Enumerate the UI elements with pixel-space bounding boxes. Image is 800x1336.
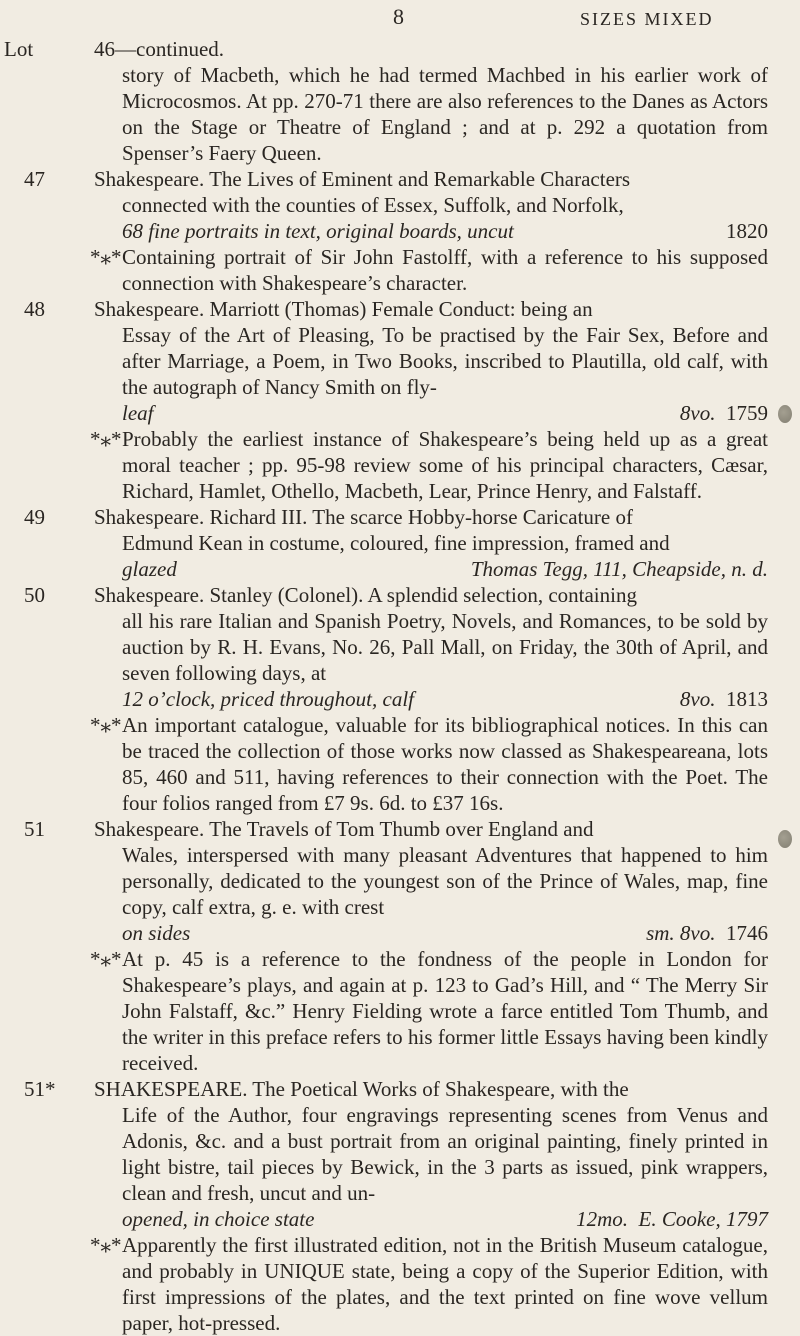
lot-format: sm. 8vo. — [646, 921, 716, 945]
lot-entry — [0, 166, 800, 296]
lot-number: 47 — [24, 167, 45, 191]
lot-detail-row — [0, 218, 800, 244]
asterism-icon: *⁎* — [90, 245, 122, 269]
lot-number: 48 — [24, 297, 45, 321]
paper-blemish — [778, 405, 792, 423]
lot-text: Wales, interspersed with many pleasant Adventures that happened to him personally, dedicated to the youngest son of the Prince of Wales, map, fine copy, calf extra, g. e. with crest — [122, 843, 768, 919]
lot-text: all his rare Italian and Spanish Poetry, Novels, and Romances, to be sold by auction by R. H. Evans, No. 26, Pall Mall, on Friday, the 30th of April, and seven following days, at — [122, 609, 768, 685]
lot-46-continued — [0, 36, 800, 166]
paper-blemish — [778, 830, 792, 848]
asterism-icon: *⁎* — [90, 427, 122, 451]
lot-detail: on sides — [122, 921, 191, 945]
lot-detail-row — [0, 400, 800, 426]
lot-title: Shakespeare. The Travels of Tom Thumb over England and — [94, 817, 594, 841]
lot-text: connected with the counties of Essex, Suffolk, and Norfolk, — [122, 193, 624, 217]
lot-note-text: Containing portrait of Sir John Fastolff, with a reference to his supposed connection with Shakespeare’s character. — [122, 245, 768, 295]
lot-title: Shakespeare. Marriott (Thomas) Female Conduct: being an — [94, 297, 593, 321]
lot-note — [0, 244, 800, 296]
lot-detail-row — [0, 686, 800, 712]
lot-note-text: Probably the earliest instance of Shakespeare’s being held up as a great moral teacher ; pp. 95-98 review some of his principal characters, Cæsar, Richard, Hamlet, Othello, Macbeth, Lear, Prince Henry, and Falstaff. — [122, 427, 768, 503]
lot-note — [0, 712, 800, 816]
lot-date: 1820 — [726, 219, 768, 243]
lot-imprint: E. Cooke, 1797 — [638, 1207, 768, 1231]
lot-detail: opened, in choice state — [122, 1207, 315, 1231]
lot-detail: leaf — [122, 401, 154, 425]
lot-detail-row — [0, 556, 800, 582]
lot-number: 50 — [24, 583, 45, 607]
lot-detail: 68 fine portraits in text, original boards, uncut — [122, 219, 514, 243]
page-header — [0, 4, 800, 34]
lot-label: Lot — [4, 37, 34, 61]
page-number: 8 — [393, 4, 404, 29]
lot-detail-row — [0, 1206, 800, 1232]
asterism-icon: *⁎* — [90, 947, 122, 971]
asterism-icon: *⁎* — [90, 713, 122, 737]
lot-text: Essay of the Art of Pleasing, To be practised by the Fair Sex, Before and after Marriage, a Poem, in Two Books, inscribed to Plautilla, old calf, with the autograph of Nancy Smith on fly- — [122, 323, 768, 399]
continued-label: 46—continued. — [94, 37, 225, 61]
lot-title: Shakespeare. The Lives of Eminent and Remarkable Characters — [94, 167, 631, 191]
running-title: SIZES MIXED — [580, 9, 714, 29]
lot-entry — [0, 816, 800, 1076]
lot-note-text: An important catalogue, valuable for its bibliographical notices. In this can be traced the collection of those works now classed as Shakespeareana, lots 85, 460 and 511, having references to their connection with the Poet. The four folios ranged from £7 9s. 6d. to £37 16s. — [122, 713, 768, 815]
lot-entry — [0, 504, 800, 582]
lot-imprint: Thomas Tegg, 111, Cheapside, n. d. — [470, 557, 768, 581]
lot-note — [0, 426, 800, 504]
lot-entry — [0, 1076, 800, 1336]
asterism-icon: *⁎* — [90, 1233, 122, 1257]
lot-format-date — [646, 920, 768, 946]
lot-date: 1759 — [726, 401, 768, 425]
lot-format: 8vo. — [679, 401, 716, 425]
lot-note-text: At p. 45 is a reference to the fondness of the people in London for Shakespeare’s plays, and again at p. 123 to Gad’s Hill, and “ The Merry Sir John Falstaff, &c.” Henry Fielding wrote a farce entitled Tom Thumb, and the writer in this preface refers to his former little Essays having been kindly received. — [122, 947, 768, 1075]
lot-title: Shakespeare. Stanley (Colonel). A splendid selection, containing — [94, 583, 637, 607]
lot-number: 51 — [24, 817, 45, 841]
lot-note — [0, 1232, 800, 1336]
lot-date: 1746 — [726, 921, 768, 945]
lot-format: 12mo. — [576, 1207, 629, 1231]
lot-format-date — [680, 400, 768, 426]
lot-detail: 12 o’clock, priced throughout, calf — [122, 687, 414, 711]
lot-format-date — [576, 1206, 768, 1232]
lot-title: SHAKESPEARE. The Poetical Works of Shakespeare, with the — [94, 1077, 629, 1101]
lot-entry — [0, 296, 800, 504]
lot-text: Edmund Kean in costume, coloured, fine impression, framed and — [122, 531, 670, 555]
lot-text: Life of the Author, four engravings representing scenes from Venus and Adonis, &c. and a bust portrait from an original painting, finely printed in light bistre, tail pieces by Bewick, in the 3 parts as issued, pink wrappers, clean and fresh, uncut and un- — [122, 1103, 768, 1205]
lot-note-text: Apparently the first illustrated edition, not in the British Museum catalogue, and probably in UNIQUE state, being a copy of the Superior Edition, with first impressions of the plates, and the text printed on fine wove vellum paper, hot-pressed. — [122, 1233, 768, 1335]
lot-detail-row — [0, 920, 800, 946]
lot-number: 51* — [24, 1077, 56, 1101]
lot-entry — [0, 582, 800, 816]
lot-note — [0, 946, 800, 1076]
lot-entries — [0, 36, 800, 1336]
lot-format-date — [680, 686, 768, 712]
lot-text: story of Macbeth, which he had termed Machbed in his earlier work of Microcosmos. At pp. 270-71 there are also references to the Danes as Actors on the Stage or Theatre of England ; and at p. 292 a quotation from Spenser’s Faery Queen. — [122, 63, 768, 165]
lot-format: 8vo. — [679, 687, 716, 711]
lot-detail: glazed — [122, 557, 177, 581]
lot-title: Shakespeare. Richard III. The scarce Hobby-horse Caricature of — [94, 505, 633, 529]
lot-date: 1813 — [726, 687, 768, 711]
lot-number: 49 — [24, 505, 45, 529]
